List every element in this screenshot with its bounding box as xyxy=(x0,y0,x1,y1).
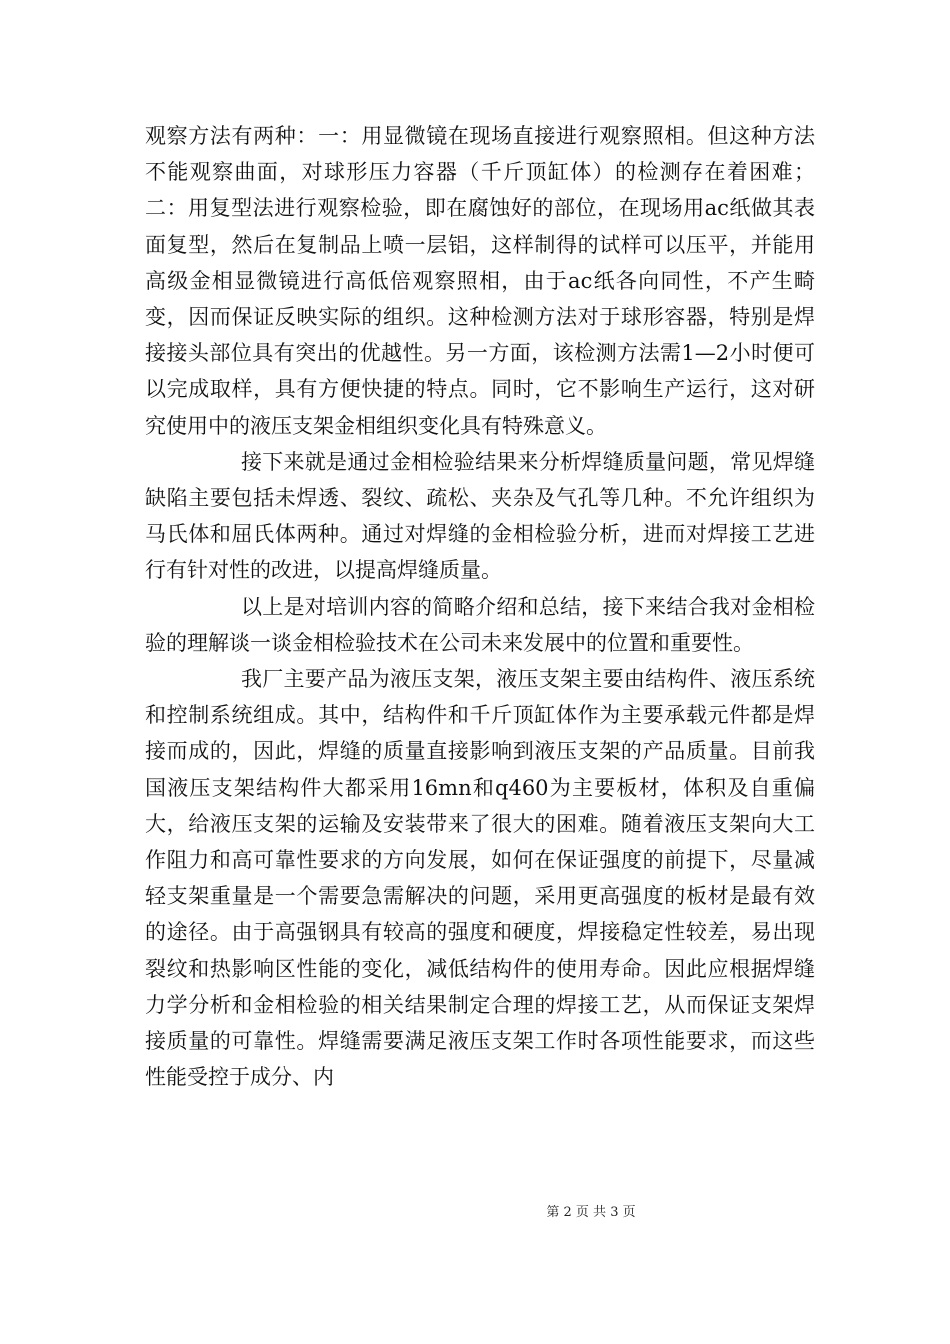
paragraph-weld-defects: 接下来就是通过金相检验结果来分析焊缝质量问题，常见焊缝缺陷主要包括未焊透、裂纹、疏松、夹杂及气孔等几种。不允许组织为马氏体和屈氏体两种。通过对焊缝的金相检验分析，进而对焊接工艺进行有针对性的改进，以提高焊缝质量。 xyxy=(145,449,815,583)
paragraph-hydraulic-support: 我厂主要产品为液压支架，液压支架主要由结构件、液压系统和控制系统组成。其中，结构件和千斤顶缸体作为主要承载元件都是焊接而成的，因此，焊缝的质量直接影响到液压支架的产品质量。目前我国液压支架结构件大都采用16mn和q460为主要板材，体积及自重偏大，给液压支架的运输及安装带来了很大的困难。随着液压支架向大工作阻力和高可靠性要求的方向发展，如何在保证强度的前提下，尽量减轻支架重量是一个需要急需解决的问题，采用更高强度的板材是最有效的途径。由于高强钢具有较高的强度和硬度，焊接稳定性较差，易出现裂纹和热影响区性能的变化，减低结构件的使用寿命。因此应根据焊缝力学分析和金相检验的相关结果制定合理的焊接工艺，从而保证支架焊接质量的可靠性。焊缝需要满足液压支架工作时各项性能要求，而这些性能受控于成分、内 xyxy=(145,667,815,1090)
page-number-footer: 第 2 页 共 3 页 xyxy=(546,1205,636,1220)
paragraph-observation-methods: 观察方法有两种：一：用显微镜在现场直接进行观察照相。但这种方法不能观察曲面，对球形压力容器（千斤顶缸体）的检测存在着困难；二：用复型法进行观察检验，即在腐蚀好的部位，在现场用ac纸做其表面复型，然后在复制品上喷一层铝，这样制得的试样可以压平，并能用高级金相显微镜进行高低倍观察照相，由于ac纸各向同性，不产生畸变，因而保证反映实际的组织。这种检测方法对于球形容器，特别是焊接接头部位具有突出的优越性。另一方面，该检测方法需1—2小时便可以完成取样，具有方便快捷的特点。同时，它不影响生产运行，这对研究使用中的液压支架金相组织变化具有特殊意义。 xyxy=(145,124,815,438)
paragraph-training-summary: 以上是对培训内容的简略介绍和总结，接下来结合我对金相检验的理解谈一谈金相检验技术在公司未来发展中的位置和重要性。 xyxy=(145,594,815,655)
document-body xyxy=(145,118,815,1095)
